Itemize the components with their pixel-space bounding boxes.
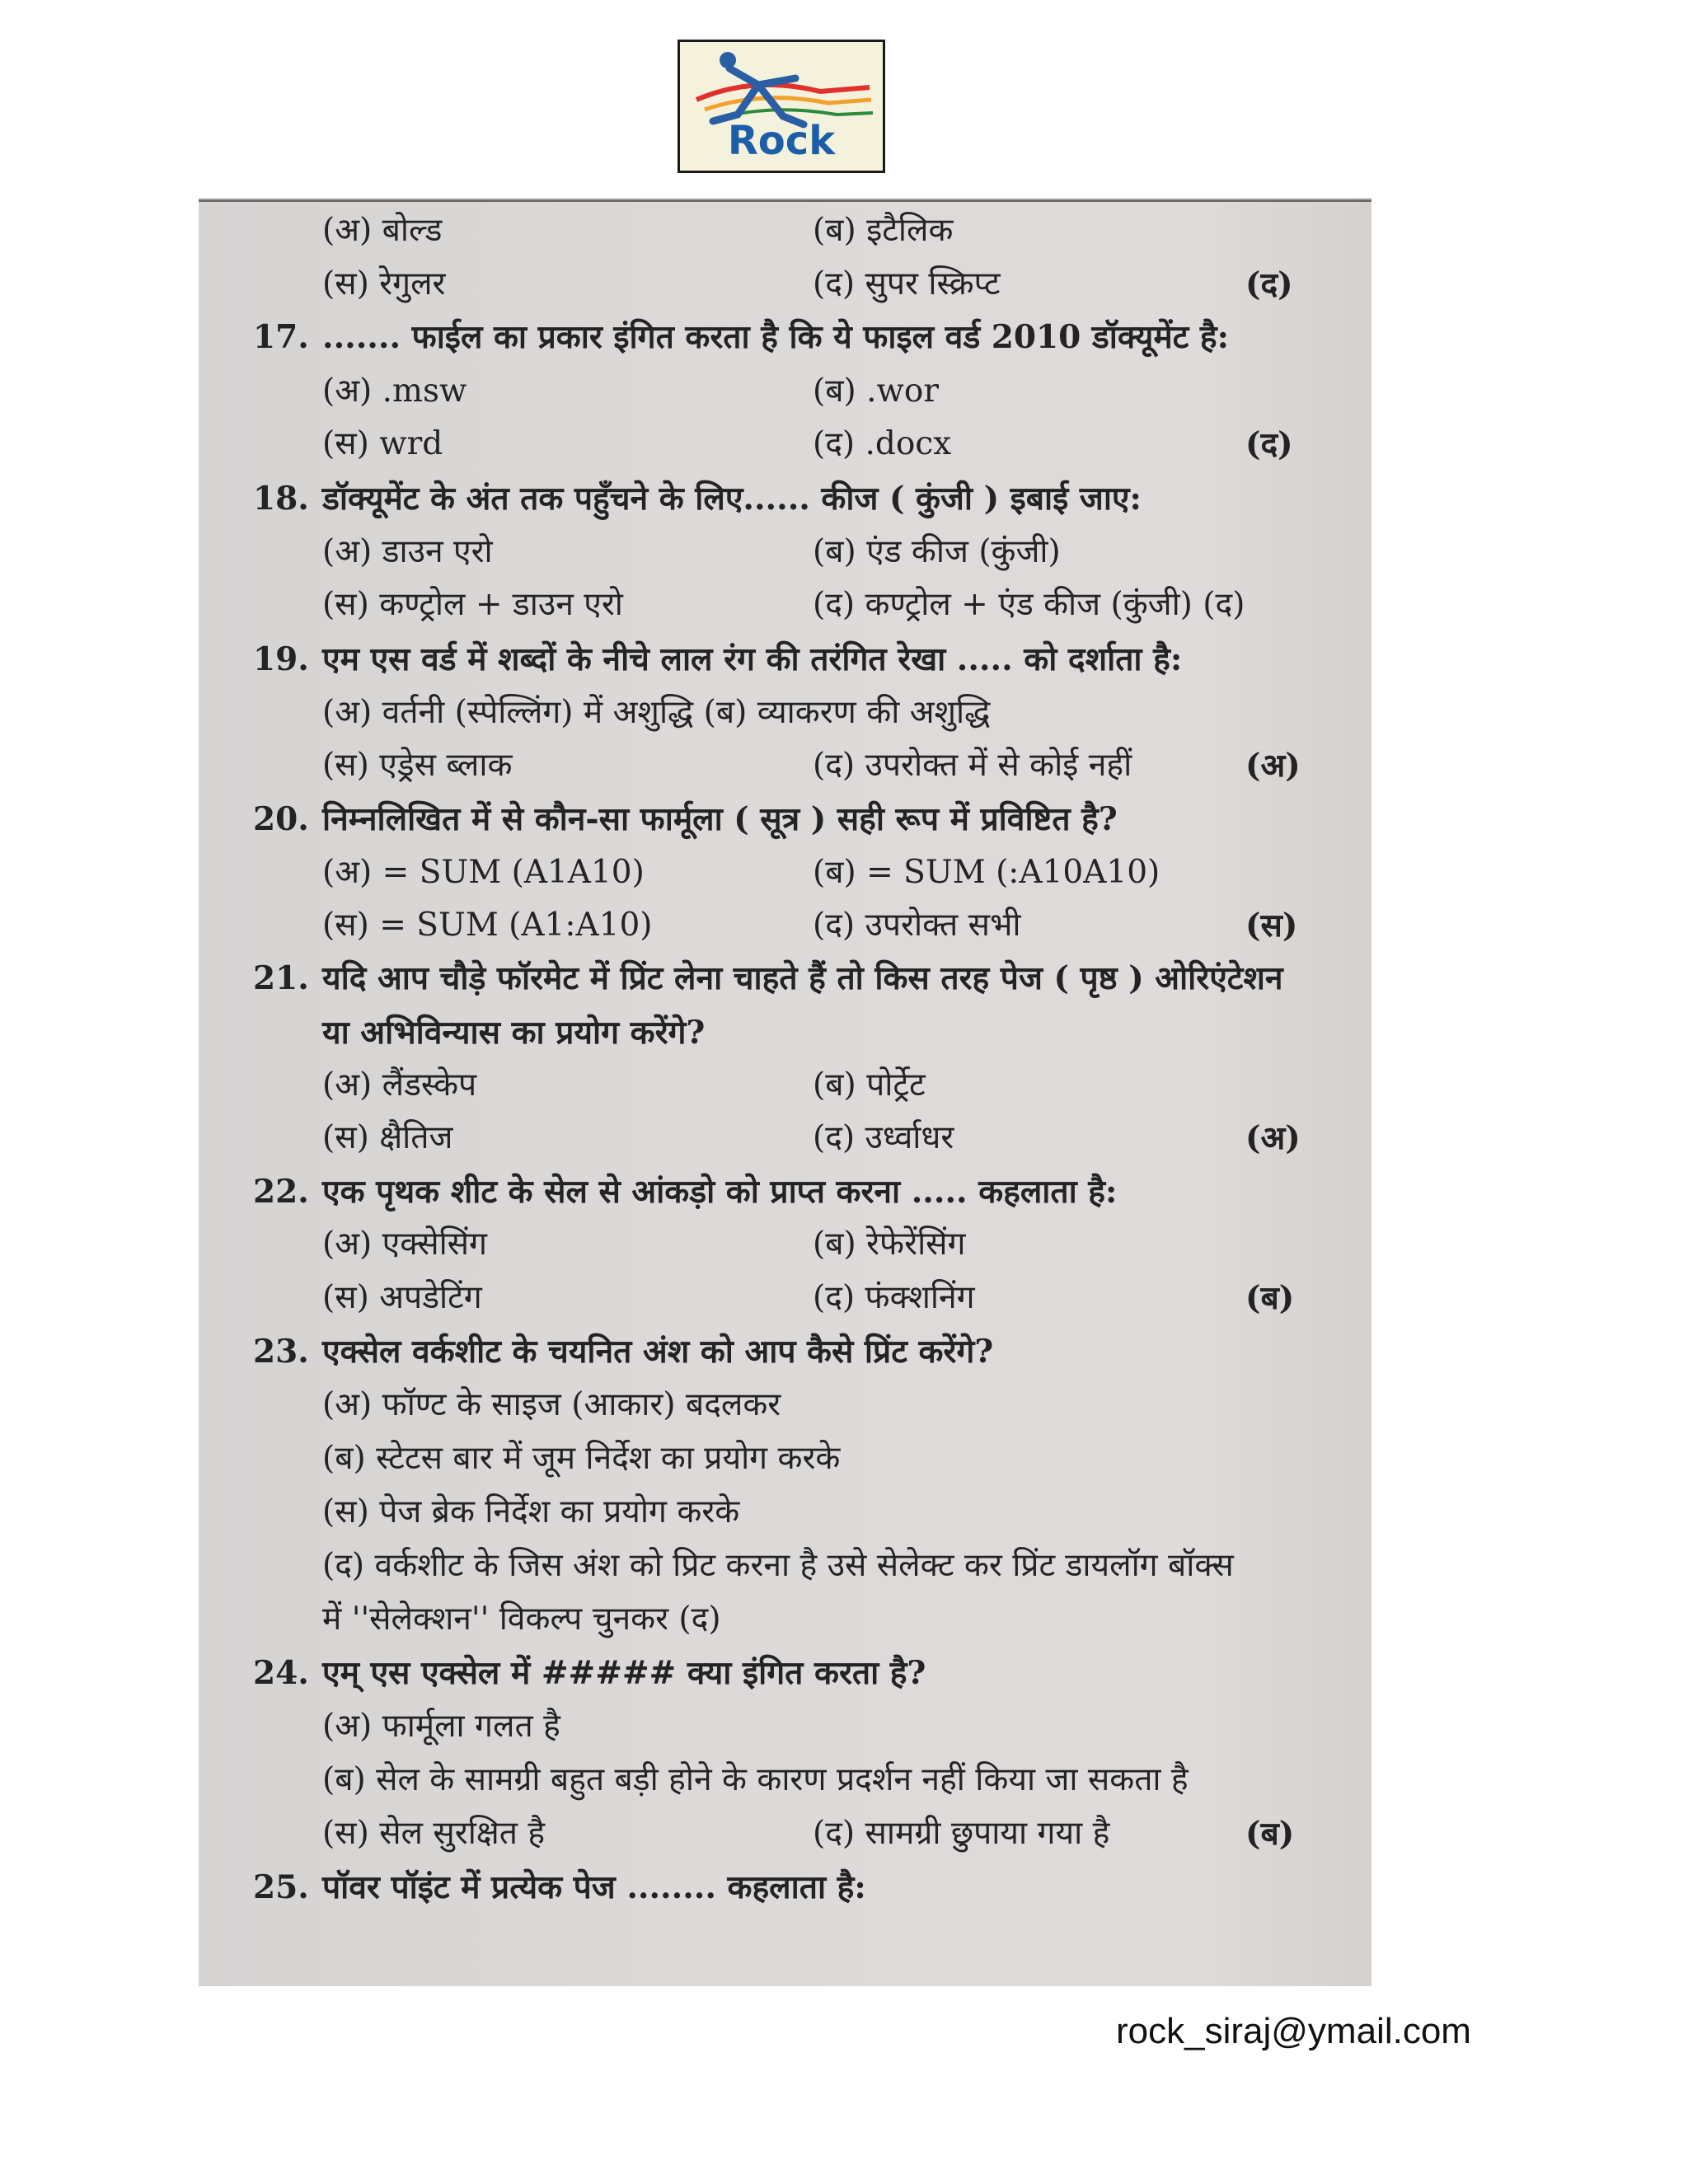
option-right: (ब) रेफेरेंसिंग bbox=[813, 1226, 966, 1263]
option-right: (द) सामग्री छुपाया गया है bbox=[813, 1815, 1110, 1852]
divider bbox=[199, 199, 1372, 202]
answer-label: (ब) bbox=[1245, 1815, 1295, 1853]
option-left: (अ) = SUM (A1A10) bbox=[322, 854, 645, 891]
question-text: डॉक्यूमेंट के अंत तक पहुँचने के लिए...... कीज ( कुंजी ) इबाई जाए: bbox=[322, 480, 1142, 518]
option-text: (अ) फॉण्ट के साइज (आकार) बदलकर bbox=[322, 1386, 781, 1423]
question-number: 21. bbox=[253, 959, 309, 997]
answer-label: (द) bbox=[1245, 265, 1293, 303]
option-left: (स) एड्रेस ब्लाक bbox=[322, 747, 513, 784]
answer-label: (अ) bbox=[1245, 1119, 1301, 1157]
option-right: (द) कण्ट्रोल + एंड कीज (कुंजी) (द) bbox=[813, 586, 1245, 623]
question-text: एम एस वर्ड में शब्दों के नीचे लाल रंग की तरंगित रेखा ..... को दर्शाता है: bbox=[322, 640, 1183, 678]
option-text: (द) वर्कशीट के जिस अंश को प्रिट करना है उसे सेलेक्ट कर प्रिंट डायलॉग बॉक्स bbox=[322, 1547, 1234, 1584]
logo-text: Rock bbox=[727, 118, 836, 164]
question-text: यदि आप चौड़े फॉरमेट में प्रिंट लेना चाहते हैं तो किस तरह पेज ( पृष्ठ ) ओरिएंटेशन bbox=[322, 959, 1283, 997]
option-right: (द) उपरोक्त में से कोई नहीं bbox=[813, 747, 1132, 784]
option-row bbox=[199, 1006, 1372, 1059]
option-row bbox=[199, 1059, 1372, 1112]
option-right: (द) सुपर स्क्रिप्ट bbox=[813, 265, 1001, 302]
option-left: (स) अपडेटिंग bbox=[322, 1279, 482, 1316]
option-row bbox=[199, 526, 1372, 579]
option-right: (द) फंक्शनिंग bbox=[813, 1279, 975, 1316]
option-left: (अ) डाउन एरो bbox=[322, 533, 493, 570]
option-row bbox=[199, 1112, 1372, 1165]
option-left: (स) कण्ट्रोल + डाउन एरो bbox=[322, 586, 623, 623]
question-text: निम्नलिखित में से कौन-सा फार्मूला ( सूत्र ) सही रूप में प्रविष्टित है? bbox=[322, 800, 1118, 838]
option-left: (स) क्षैतिज bbox=[322, 1119, 453, 1156]
option-text: (ब) सेल के सामग्री बहुत बड़ी होने के कारण प्रदर्शन नहीं किया जा सकता है bbox=[322, 1761, 1189, 1798]
question-text: या अभिविन्यास का प्रयोग करेंगे? bbox=[322, 1014, 706, 1052]
option-left: (स) रेगुलर bbox=[322, 265, 446, 302]
option-left: (अ) लैंडस्केप bbox=[322, 1066, 477, 1104]
option-row bbox=[199, 365, 1372, 418]
option-row bbox=[199, 418, 1372, 471]
question-number: 19. bbox=[253, 640, 309, 678]
option-row bbox=[199, 1540, 1372, 1592]
option-left: (अ) .msw bbox=[322, 373, 467, 410]
question-row bbox=[199, 311, 1372, 363]
answer-label: (अ) bbox=[1245, 747, 1301, 785]
question-number: 25. bbox=[253, 1868, 309, 1906]
question-text: एम् एस एक्सेल में ##### क्या इंगित करता है? bbox=[322, 1654, 926, 1692]
answer-label: (ब) bbox=[1245, 1279, 1295, 1317]
option-row bbox=[199, 1218, 1372, 1271]
question-number: 23. bbox=[253, 1333, 309, 1371]
question-number: 20. bbox=[253, 800, 309, 838]
question-text: ....... फाईल का प्रकार इंगित करता है कि ये फाइल वर्ड 2010 डॉक्यूमेंट है: bbox=[322, 318, 1230, 356]
question-row bbox=[199, 1861, 1372, 1914]
option-row bbox=[199, 1700, 1372, 1753]
option-right: (ब) .wor bbox=[813, 373, 939, 410]
option-row bbox=[199, 739, 1372, 792]
option-left: (स) सेल सुरक्षित है bbox=[322, 1815, 546, 1852]
question-row bbox=[199, 952, 1372, 1005]
option-row bbox=[199, 579, 1372, 631]
footer-email: rock_siraj@ymail.com bbox=[1116, 2011, 1471, 2051]
option-row bbox=[199, 1272, 1372, 1324]
answer-label: (द) bbox=[1245, 425, 1293, 463]
option-right: (ब) = SUM (:A10A10) bbox=[813, 854, 1160, 891]
scanned-page bbox=[199, 198, 1372, 1986]
question-number: 24. bbox=[253, 1654, 309, 1692]
option-row bbox=[199, 899, 1372, 952]
rock-logo bbox=[678, 40, 885, 173]
option-left: (अ) बोल्ड bbox=[322, 212, 443, 249]
option-text: (ब) स्टेटस बार में जूम निर्देश का प्रयोग करके bbox=[322, 1440, 841, 1477]
option-row bbox=[199, 1807, 1372, 1860]
option-left: (अ) एक्सेसिंग bbox=[322, 1226, 487, 1263]
answer-label: (स) bbox=[1245, 907, 1298, 944]
option-row bbox=[199, 1754, 1372, 1807]
option-right: (ब) इटैलिक bbox=[813, 212, 954, 249]
question-row bbox=[199, 1165, 1372, 1218]
question-text: पॉवर पॉइंट में प्रत्येक पेज ........ कहलाता है: bbox=[322, 1868, 866, 1906]
option-row bbox=[199, 1432, 1372, 1485]
question-number: 22. bbox=[253, 1173, 309, 1211]
option-row bbox=[199, 687, 1372, 739]
question-number: 18. bbox=[253, 480, 309, 518]
question-text: एक्सेल वर्कशीट के चयनित अंश को आप कैसे प्रिंट करेंगे? bbox=[322, 1333, 994, 1371]
option-text: में ''सेलेक्शन'' विकल्प चुनकर (द) bbox=[322, 1601, 721, 1638]
option-row bbox=[199, 258, 1372, 311]
question-row bbox=[199, 1325, 1372, 1378]
option-right: (ब) एंड कीज (कुंजी) bbox=[813, 533, 1061, 570]
option-row bbox=[199, 846, 1372, 899]
question-row bbox=[199, 472, 1372, 525]
question-row bbox=[199, 1647, 1372, 1699]
option-text: (अ) वर्तनी (स्पेल्लिंग) में अशुद्धि (ब) व्याकरण की अशुद्धि bbox=[322, 694, 991, 731]
option-row bbox=[199, 1593, 1372, 1646]
option-right: (ब) पोर्ट्रेट bbox=[813, 1066, 926, 1104]
option-left: (स) wrd bbox=[322, 425, 443, 462]
question-row bbox=[199, 793, 1372, 846]
option-row bbox=[199, 204, 1372, 257]
option-right: (द) .docx bbox=[813, 425, 952, 462]
option-left: (स) = SUM (A1:A10) bbox=[322, 907, 653, 944]
option-right: (द) उर्ध्वाधर bbox=[813, 1119, 954, 1156]
question-row bbox=[199, 633, 1372, 686]
option-text: (अ) फार्मूला गलत है bbox=[322, 1708, 560, 1745]
question-text: एक पृथक शीट के सेल से आंकड़ो को प्राप्त करना ..... कहलाता है: bbox=[322, 1173, 1118, 1211]
option-right: (द) उपरोक्त सभी bbox=[813, 907, 1021, 944]
option-row bbox=[199, 1486, 1372, 1539]
question-number: 17. bbox=[253, 318, 309, 356]
option-text: (स) पेज ब्रेक निर्देश का प्रयोग करके bbox=[322, 1493, 740, 1530]
option-row bbox=[199, 1379, 1372, 1432]
